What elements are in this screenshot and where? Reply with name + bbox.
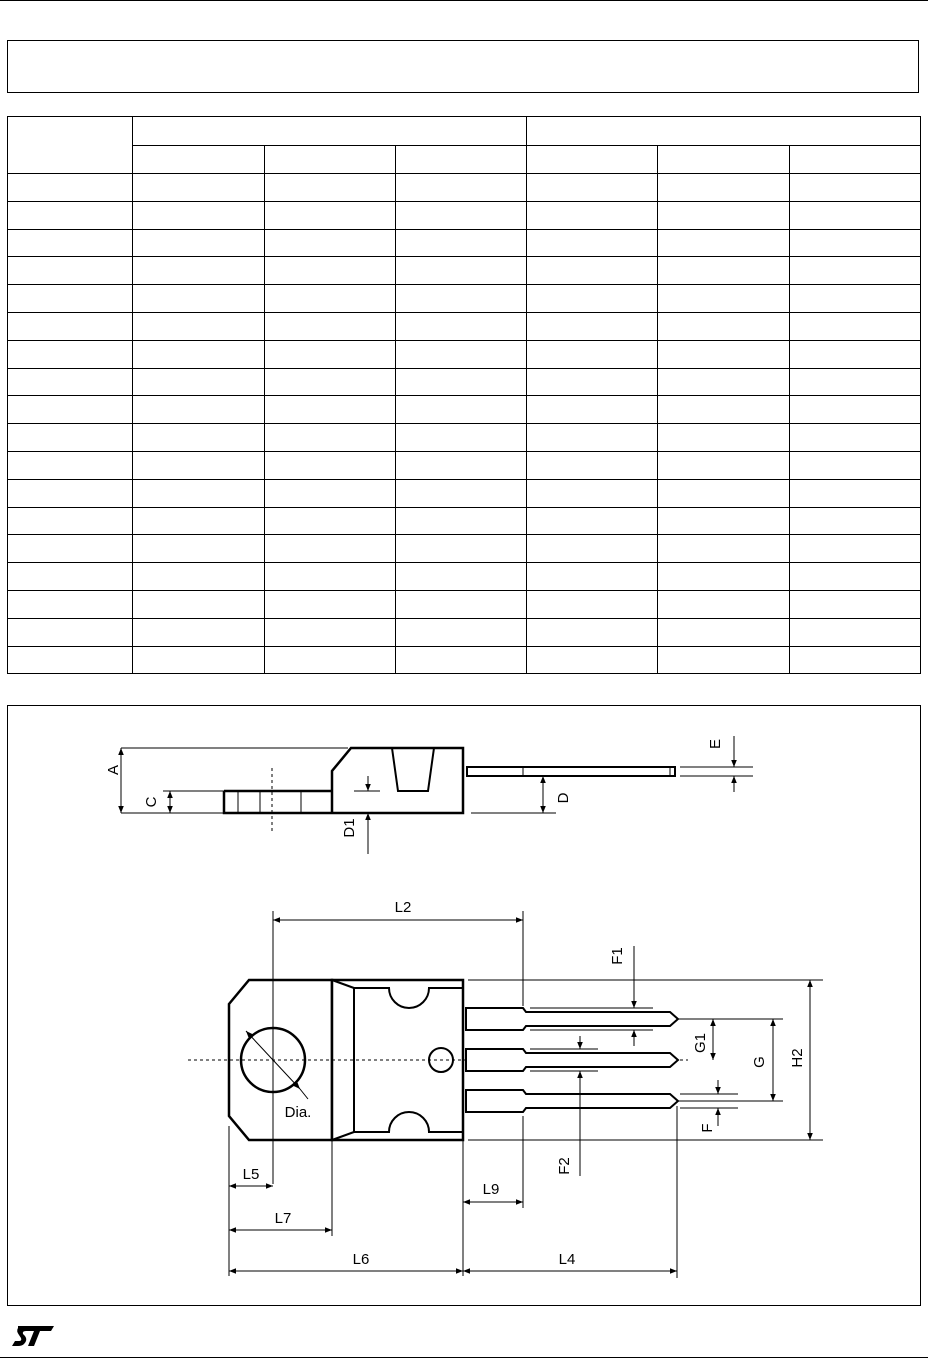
table-cell — [527, 340, 658, 368]
table-cell — [264, 424, 395, 452]
table-row — [8, 479, 921, 507]
table-cell — [8, 507, 133, 535]
table-cell — [264, 590, 395, 618]
table-cell — [658, 479, 789, 507]
table-cell — [395, 368, 526, 396]
table-cell — [395, 424, 526, 452]
table-cell — [395, 285, 526, 313]
label-L4: L4 — [558, 1251, 576, 1268]
table-cell — [395, 590, 526, 618]
table-cell — [133, 479, 264, 507]
table-cell — [395, 257, 526, 285]
table-row — [8, 646, 921, 674]
package-title-box — [7, 40, 919, 93]
inch-typ-header — [658, 146, 789, 174]
table-row — [8, 618, 921, 646]
label-E: E — [707, 738, 724, 750]
table-cell — [133, 368, 264, 396]
table-cell — [658, 646, 789, 674]
table-cell — [527, 396, 658, 424]
label-D: D — [555, 792, 572, 804]
top-rule — [0, 0, 928, 1]
table-cell — [527, 285, 658, 313]
table-cell — [395, 201, 526, 229]
label-F: F — [699, 1123, 716, 1133]
table-cell — [8, 285, 133, 313]
table-cell — [789, 312, 920, 340]
package-drawing-frame — [7, 705, 921, 1306]
table-cell — [658, 285, 789, 313]
mm-min-header — [133, 146, 264, 174]
table-cell — [789, 340, 920, 368]
label-F1: F1 — [609, 947, 626, 965]
table-cell — [527, 590, 658, 618]
table-row — [8, 257, 921, 285]
table-cell — [789, 479, 920, 507]
st-logo — [10, 1323, 56, 1354]
inch-header-cell — [527, 117, 921, 146]
table-row — [8, 563, 921, 591]
table-cell — [395, 451, 526, 479]
label-H2: H2 — [789, 1048, 806, 1068]
table-cell — [264, 451, 395, 479]
table-cell — [658, 396, 789, 424]
table-cell — [658, 563, 789, 591]
table-cell — [527, 507, 658, 535]
table-cell — [8, 618, 133, 646]
table-cell — [527, 257, 658, 285]
table-cell — [8, 229, 133, 257]
table-cell — [395, 563, 526, 591]
table-cell — [395, 479, 526, 507]
table-cell — [658, 201, 789, 229]
table-cell — [789, 257, 920, 285]
table-cell — [133, 618, 264, 646]
table-cell — [789, 451, 920, 479]
table-cell — [8, 563, 133, 591]
table-row — [8, 451, 921, 479]
table-cell — [133, 201, 264, 229]
side-view — [121, 736, 753, 854]
label-C: C — [143, 796, 160, 808]
table-cell — [658, 535, 789, 563]
table-cell — [527, 479, 658, 507]
table-cell — [395, 312, 526, 340]
table-cell — [789, 229, 920, 257]
table-cell — [8, 201, 133, 229]
table-row — [8, 368, 921, 396]
table-cell — [527, 174, 658, 202]
table-cell — [8, 312, 133, 340]
label-G: G — [751, 1056, 768, 1068]
table-cell — [264, 229, 395, 257]
mm-typ-header — [264, 146, 395, 174]
table-row — [8, 424, 921, 452]
table-cell — [133, 396, 264, 424]
table-cell — [133, 507, 264, 535]
table-cell — [133, 590, 264, 618]
table-cell — [395, 396, 526, 424]
table-cell — [395, 618, 526, 646]
table-cell — [395, 174, 526, 202]
table-cell — [527, 618, 658, 646]
table-row — [8, 229, 921, 257]
table-cell — [658, 368, 789, 396]
table-cell — [264, 174, 395, 202]
table-cell — [8, 368, 133, 396]
table-cell — [264, 396, 395, 424]
table-subheader-row — [8, 146, 921, 174]
table-cell — [264, 535, 395, 563]
table-cell — [264, 368, 395, 396]
label-L2: L2 — [394, 899, 412, 916]
label-G1: G1 — [692, 1032, 709, 1054]
package-outline-drawing — [8, 706, 922, 1307]
dimensions-table — [7, 116, 921, 674]
table-cell — [658, 451, 789, 479]
table-cell — [395, 229, 526, 257]
table-cell — [8, 174, 133, 202]
table-cell — [264, 507, 395, 535]
table-cell — [133, 257, 264, 285]
table-cell — [789, 563, 920, 591]
inch-max-header — [789, 146, 920, 174]
table-row — [8, 340, 921, 368]
table-cell — [264, 201, 395, 229]
table-cell — [395, 646, 526, 674]
table-cell — [527, 424, 658, 452]
table-cell — [8, 340, 133, 368]
table-cell — [8, 646, 133, 674]
inch-min-header — [527, 146, 658, 174]
label-L5: L5 — [242, 1166, 260, 1183]
table-cell — [8, 590, 133, 618]
table-row — [8, 201, 921, 229]
table-cell — [264, 479, 395, 507]
table-row — [8, 507, 921, 535]
label-dia: Dia. — [284, 1104, 312, 1121]
table-cell — [8, 535, 133, 563]
table-cell — [133, 563, 264, 591]
table-cell — [8, 451, 133, 479]
table-cell — [264, 618, 395, 646]
table-cell — [133, 312, 264, 340]
table-row — [8, 174, 921, 202]
table-cell — [527, 312, 658, 340]
table-cell — [658, 618, 789, 646]
table-cell — [658, 424, 789, 452]
table-cell — [527, 451, 658, 479]
table-cell — [527, 646, 658, 674]
mm-header-cell — [133, 117, 527, 146]
label-L6: L6 — [352, 1251, 370, 1268]
table-cell — [264, 563, 395, 591]
table-cell — [264, 285, 395, 313]
table-cell — [789, 396, 920, 424]
table-cell — [658, 229, 789, 257]
table-row — [8, 396, 921, 424]
table-cell — [133, 535, 264, 563]
table-cell — [133, 451, 264, 479]
table-cell — [133, 174, 264, 202]
table-cell — [133, 340, 264, 368]
table-cell — [789, 507, 920, 535]
table-cell — [789, 646, 920, 674]
label-A: A — [105, 764, 122, 776]
table-cell — [527, 563, 658, 591]
table-cell — [264, 340, 395, 368]
table-cell — [133, 424, 264, 452]
table-row — [8, 312, 921, 340]
table-cell — [527, 201, 658, 229]
table-cell — [527, 535, 658, 563]
table-cell — [658, 312, 789, 340]
table-cell — [8, 424, 133, 452]
label-L9: L9 — [482, 1181, 500, 1198]
table-cell — [658, 507, 789, 535]
table-cell — [658, 590, 789, 618]
table-cell — [789, 368, 920, 396]
mm-max-header — [395, 146, 526, 174]
table-header-row — [8, 117, 921, 146]
table-row — [8, 535, 921, 563]
table-row — [8, 590, 921, 618]
table-cell — [133, 285, 264, 313]
table-cell — [8, 479, 133, 507]
table-cell — [264, 257, 395, 285]
table-cell — [789, 618, 920, 646]
table-cell — [8, 257, 133, 285]
st-logo-icon — [10, 1323, 56, 1349]
label-F2: F2 — [556, 1157, 573, 1175]
footer-rule — [0, 1357, 928, 1358]
table-cell — [789, 285, 920, 313]
dim-header-cell — [8, 117, 133, 174]
table-cell — [527, 368, 658, 396]
table-cell — [789, 174, 920, 202]
label-D1: D1 — [341, 818, 358, 838]
table-cell — [658, 257, 789, 285]
table-cell — [133, 229, 264, 257]
table-cell — [658, 174, 789, 202]
table-cell — [133, 646, 264, 674]
table-cell — [789, 424, 920, 452]
table-cell — [395, 535, 526, 563]
table-cell — [789, 535, 920, 563]
table-cell — [395, 340, 526, 368]
table-cell — [8, 396, 133, 424]
table-cell — [264, 646, 395, 674]
table-cell — [789, 590, 920, 618]
table-cell — [527, 229, 658, 257]
table-cell — [658, 340, 789, 368]
label-L7: L7 — [274, 1210, 292, 1227]
table-cell — [789, 201, 920, 229]
table-cell — [264, 312, 395, 340]
table-cell — [395, 507, 526, 535]
table-row — [8, 285, 921, 313]
